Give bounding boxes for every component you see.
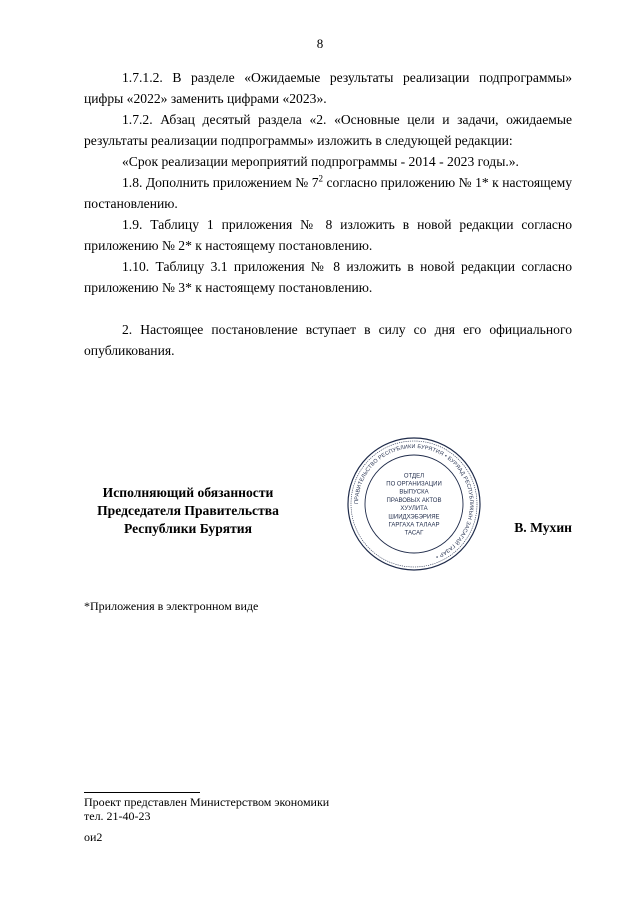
paragraph-1-10: 1.10. Таблицу 3.1 приложения № 8 изложить в новой редакции согласно приложению № 3* к настоящему постановлению. (84, 259, 572, 295)
paragraph-2: 2. Настоящее постановление вступает в силу со дня его официального опубликования. (84, 322, 572, 358)
signatory-title-line-1: Исполняющий обязанности (102, 485, 274, 500)
stamp-inner-ring (365, 455, 463, 553)
signatory-title-line-2: Председателя Правительства (97, 503, 279, 518)
page-number: 8 (316, 36, 324, 51)
stamp-center-text (386, 473, 442, 536)
draft-note (84, 795, 329, 823)
paragraph-quote-term: «Срок реализации мероприятий подпрограммы - 2014 - 2023 годы.». (122, 154, 519, 169)
signatory-title (84, 484, 292, 538)
stamp-center-line: ПРАВОВЫХ АКТОВ (386, 497, 442, 504)
paragraph-1-8 (84, 172, 572, 214)
footer-divider (84, 792, 200, 793)
stamp-center-line: ГАРГАХА ТАЛААР (388, 522, 440, 529)
stamp-center-line: ПО ОРГАНИЗАЦИИ (386, 481, 442, 488)
signatory-title-line-3: Республики Бурятия (123, 521, 252, 536)
signer-name: В. Мухин (514, 520, 572, 535)
paragraph-1-9: 1.9. Таблицу 1 приложения № 8 изложить в новой редакции согласно приложению № 2* к настоящему постановлению. (84, 217, 572, 253)
document-code: ои2 (84, 830, 103, 844)
paragraph-1-8-after: согласно приложению № 1* к настоящему постановлению. (84, 175, 572, 211)
footnote: *Приложения в электронном виде (84, 599, 259, 613)
stamp-outer-ring (348, 438, 480, 570)
paragraph-1-7-1-2: 1.7.1.2. В разделе «Ожидаемые результаты реализации подпрограммы» цифры «2022» заменить цифрами «2023». (84, 70, 572, 106)
stamp-ring-text: ПРАВИТЕЛЬСТВО РЕСПУБЛИКИ БУРЯТИЯ • БУРЯАД РЕСПУБЛИКЫН ЗАСАГАЙ ГАЗАР • (353, 443, 475, 560)
paragraph-1-7-2: 1.7.2. Абзац десятый раздела «2. «Основные цели и задачи, ожидаемые результаты реализации подпрограммы» изложить в следующей редакции: (84, 112, 572, 148)
official-stamp (346, 436, 482, 572)
stamp-center-line: ОТДЕЛ (403, 473, 425, 480)
stamp-center-line: ВЫПУСКА (399, 489, 429, 496)
draft-note-line-1: Проект представлен Министерством экономики (84, 795, 330, 809)
document-body (84, 67, 572, 361)
paragraph-1-8-superscript: 2 (318, 173, 324, 184)
stamp-center-line: ТАСАГ (404, 530, 424, 537)
stamp-dotted-ring (351, 441, 477, 567)
draft-note-line-2: тел. 21-40-23 (84, 809, 151, 823)
stamp-center-line: ХУУЛИТА (400, 506, 428, 513)
stamp-center-line: ШИИДХЭБЭРИЯЕ (388, 514, 440, 521)
paragraph-1-8-before: 1.8. Дополнить приложением № 7 (122, 175, 319, 190)
